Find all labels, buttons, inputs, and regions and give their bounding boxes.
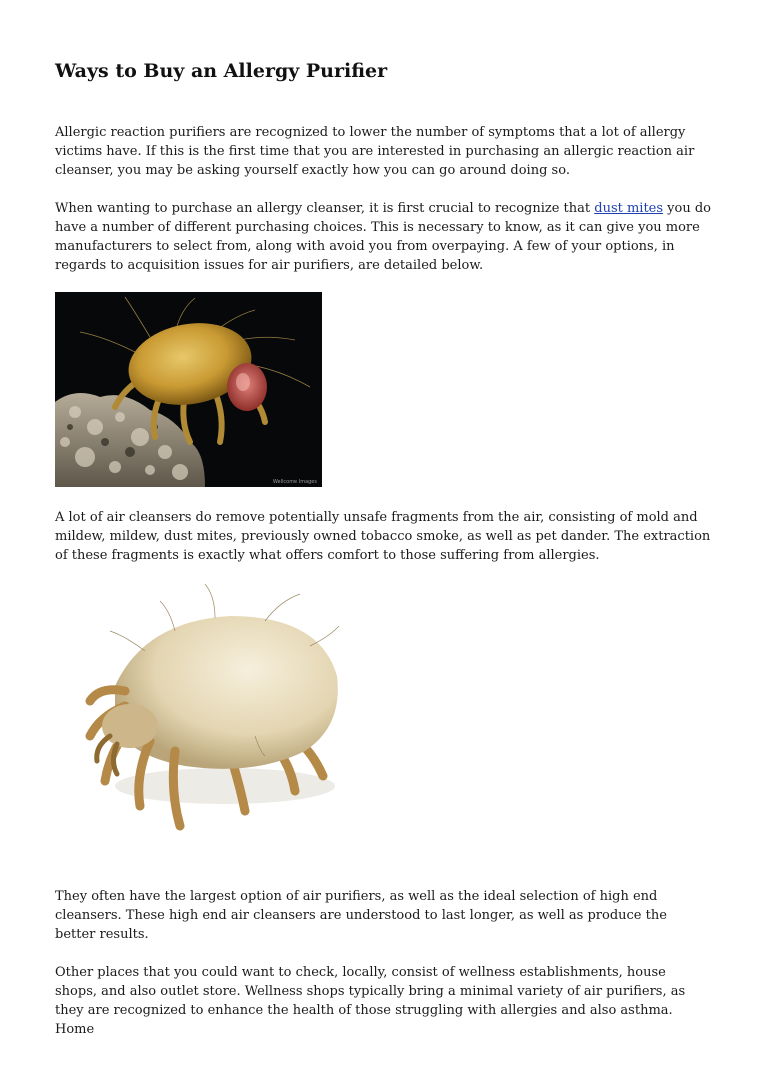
paragraph-text: When wanting to purchase an allergy cleanser, it is first crucial to recognize that [55,201,595,216]
paragraph-intro: Allergic reaction purifiers are recognized to lower the number of symptoms that a lot of allergy victims have. If this is the first time that you are interested in purchasing an allergic reaction air cleanser, you may be asking yourself exactly how you can go around doing so. [55,125,695,178]
paragraph-other-places: Other places that you could want to check, locally, consist of wellness establishments, house shops, and also outlet store. Wellness shops typically bring a minimal variety of air purifiers, as they are recognized to enhance the health of those struggling with allergies and also asthma. Home [55,965,686,1037]
paragraph-largest-option: They often have the largest option of air purifiers, as well as the ideal selection of high end cleansers. These high end air cleansers are understood to last longer, as well as produce the better results. [55,889,667,942]
paragraph-text: you do have a number of different purchasing choices. This is necessary to know, as it can give you more manufacturers to select from, along with avoid you from overpaying. A few of your options, in regards to acquisition issues for air purifiers, are detailed below. [55,201,712,273]
page-title: Ways to Buy an Allergy Purifier [55,60,388,82]
image-credit: Wellcome Images [272,479,317,485]
dust-mite-photo [55,292,322,487]
paragraph-purchasing-choices [55,199,711,275]
paragraph-air-cleansers: A lot of air cleansers do remove potentially unsafe fragments from the air, consisting of mold and mildew, mildew, dust mites, previously owned tobacco smoke, as well as pet dander. The extraction of these fragments is exactly what offers comfort to those suffering from allergies. [55,510,711,563]
white-dust-mite-illustration [55,576,341,866]
dust-mites-link[interactable]: dust mites [594,201,664,216]
